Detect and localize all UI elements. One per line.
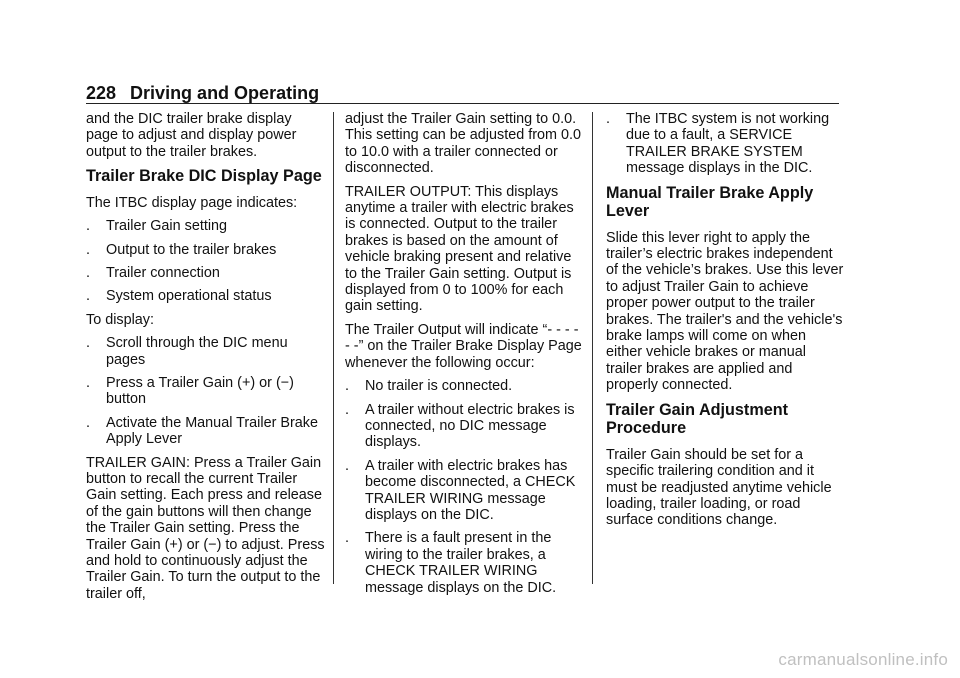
list-item-text: Output to the trailer brakes: [106, 241, 277, 258]
column-1: [86, 111, 326, 609]
section-title: Driving and Operating: [130, 83, 320, 103]
bullet-marker: .: [86, 335, 90, 352]
page-number: 228: [86, 83, 117, 103]
col2-paragraph-3: The Trailer Output will indicate “- - - - - -” on the Trailer Brake Display Page whenever the following occur:: [345, 321, 582, 371]
list-item-text: Scroll through the DIC menu pages: [106, 335, 288, 368]
col3-paragraph-1: Slide this lever right to apply the trailer’s electric brakes independent of the vehicle’s brakes. Use this lever to adjust Trailer Gain to achieve proper power output to the trailer brakes. The trailer's and the vehicle's brake lamps will come on when either vehicle brakes or manual trailer brakes are applied and properly connected.: [606, 229, 844, 394]
list-item: [345, 378, 585, 394]
list-item: [86, 242, 326, 258]
col1-paragraph-4: TRAILER GAIN: Press a Trailer Gain button to recall the current Trailer Gain setting. Each press and release of the gain buttons will then change the Trailer Gain setting. Press the Trailer Gain (+) or (−) to adjust. Press and hold to continuously adjust the Trailer Gain. To turn the output to the trailer off,: [86, 454, 325, 602]
list-item: [86, 265, 326, 281]
column-3: [606, 111, 844, 536]
list-item: [345, 402, 585, 451]
bullet-marker: .: [345, 530, 349, 547]
list-item: [86, 335, 326, 368]
bullet-marker: .: [345, 457, 349, 474]
column-2: [345, 111, 585, 603]
col2-paragraph-1: adjust the Trailer Gain setting to 0.0. This setting can be adjusted from 0.0 to 10.0 with a trailer connected or disconnected.: [345, 111, 581, 177]
page-header: [86, 82, 319, 104]
bullet-marker: .: [345, 378, 349, 395]
watermark: carmanualsonline.info: [778, 650, 948, 669]
col3-paragraph-2: Trailer Gain should be set for a specific trailering condition and it must be readjusted anytime vehicle loading, trailer loading, or road surface conditions change.: [606, 446, 832, 529]
col2-paragraph-2: TRAILER OUTPUT: This displays anytime a trailer with electric brakes is connected. Output to the trailer brakes is based on the amount of vehicle braking present and relative to the Trailer Gain setting. Output is displayed from 0 to 100% for each gain setting.: [345, 183, 574, 315]
list-item-text: A trailer without electric brakes is connected, no DIC message displays.: [365, 401, 575, 451]
bullet-marker: .: [86, 218, 90, 235]
heading-gain-adjustment: Trailer Gain Adjustment Procedure: [606, 400, 788, 438]
heading-dic-display-page: Trailer Brake DIC Display Page: [86, 167, 322, 186]
bullet-marker: .: [86, 264, 90, 281]
list-item: [86, 415, 326, 448]
list-item-text: No trailer is connected.: [365, 378, 513, 395]
col1-paragraph-3: To display:: [86, 311, 154, 328]
list-item-text: Trailer connection: [106, 264, 220, 281]
bullet-marker: .: [86, 374, 90, 391]
list-item-text: There is a fault present in the wiring to the trailer brakes, a CHECK TRAILER WIRING message displays on the DIC.: [365, 530, 557, 596]
heading-manual-apply-lever: Manual Trailer Brake Apply Lever: [606, 183, 814, 221]
list-item-text: A trailer with electric brakes has become disconnected, a CHECK TRAILER WIRING message displays on the DIC.: [365, 457, 576, 523]
list-item-text: Press a Trailer Gain (+) or (−) button: [106, 374, 294, 408]
bullet-marker: .: [86, 241, 90, 258]
list-item: [86, 218, 326, 234]
list-item-text: Trailer Gain setting: [106, 218, 228, 235]
column-divider: [333, 112, 334, 584]
list-item: [86, 288, 326, 304]
list-item: [606, 111, 844, 177]
column-divider: [592, 112, 593, 584]
bullet-marker: .: [86, 414, 90, 431]
col1-paragraph-1: and the DIC trailer brake display page to adjust and display power output to the trailer brakes.: [86, 111, 297, 160]
bullet-marker: .: [606, 111, 610, 127]
list-item: [345, 458, 585, 524]
bullet-marker: .: [86, 288, 90, 305]
list-item-text: Activate the Manual Trailer Brake Apply Lever: [106, 414, 318, 448]
list-item: [86, 375, 326, 408]
list-item-text: The ITBC system is not working due to a fault, a SERVICE TRAILER BRAKE SYSTEM message displays in the DIC.: [626, 111, 830, 177]
list-item: [345, 530, 585, 596]
bullet-marker: .: [345, 401, 349, 418]
col1-paragraph-2: The ITBC display page indicates:: [86, 194, 298, 211]
list-item-text: System operational status: [106, 288, 272, 305]
header-rule: [86, 103, 839, 104]
